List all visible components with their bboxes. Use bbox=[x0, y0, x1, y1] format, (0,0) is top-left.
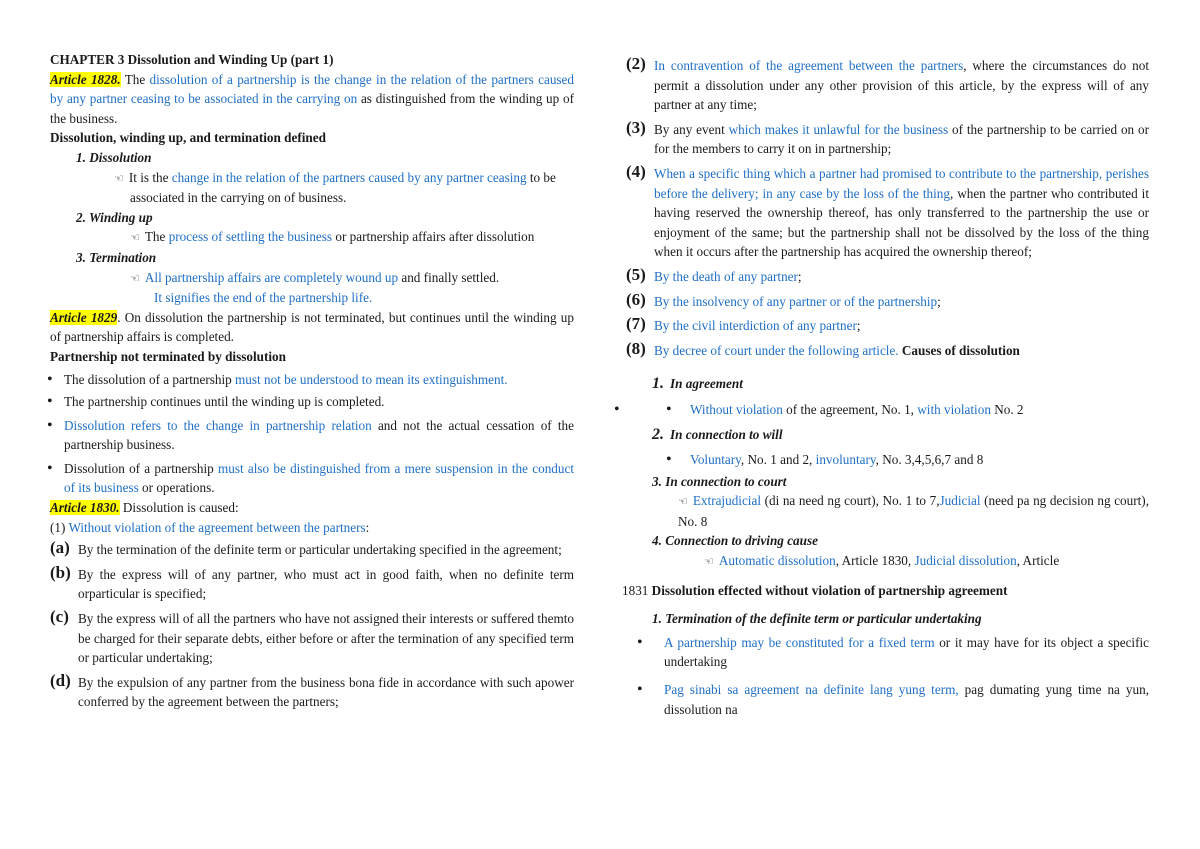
highlight-text: Pag sinabi sa agreement na definite lang yung term, bbox=[664, 682, 959, 698]
text: and finally settled. bbox=[398, 269, 500, 285]
item-number: (5) bbox=[626, 264, 646, 284]
highlight-text: By decree of court under the following article. bbox=[654, 342, 899, 358]
section-heading: Causes of dissolution bbox=[898, 342, 1020, 358]
article-1830 bbox=[50, 498, 574, 518]
def-termination-note: It signifies the end of the partnership life. bbox=[154, 290, 373, 306]
item-number: (a) bbox=[50, 538, 70, 558]
bullet-item bbox=[50, 459, 574, 498]
highlight-text: Voluntary bbox=[690, 452, 741, 468]
article-1828 bbox=[50, 70, 574, 129]
text: (need pa ng decision ng court), No. 8 bbox=[678, 493, 1149, 529]
text: ; bbox=[937, 293, 941, 309]
text: ; bbox=[797, 268, 802, 284]
def-termination-title: 3. Termination bbox=[76, 249, 157, 265]
text: No. 2 bbox=[990, 401, 1024, 417]
text: , where the circumstances do not permit a dissolution under any other provision of this article, by the express will of any partner at any time; bbox=[654, 58, 1149, 113]
highlight-text: process of settling the business bbox=[168, 229, 333, 245]
kind-1-item bbox=[626, 400, 1149, 420]
item-number: (3) bbox=[626, 117, 646, 137]
text: Dissolution of a partnership bbox=[64, 460, 218, 476]
cause-1c bbox=[50, 609, 574, 668]
highlight-text: which makes it unlawful for the business bbox=[728, 121, 949, 137]
highlight-text: Judicial dissolution bbox=[914, 553, 1017, 569]
text: , No. 3,4,5,6,7 and 8 bbox=[875, 452, 984, 468]
text: The bbox=[120, 71, 150, 87]
bullet-item bbox=[50, 370, 574, 390]
kind-3-title: 3. In connection to court bbox=[652, 473, 787, 489]
item-number: 2. bbox=[652, 425, 664, 443]
kind-3-item bbox=[626, 491, 1149, 531]
highlight-text: When a specific thing which a partner had promised to contribute to the partnership, perishes before the delivery; in any case by the loss of the thing bbox=[654, 165, 1149, 201]
text: or it may have for its object a specific undertaking bbox=[664, 634, 1149, 670]
text: By the express will of all the partners who have not assigned their interests or suffered themto be charged for their separate debts, either before or after the termination of any specified term or particular undertaking; bbox=[78, 611, 574, 666]
cause-7 bbox=[626, 316, 1149, 336]
text: (di na need ng court), No. 1 to 7, bbox=[760, 493, 940, 509]
article-1830-label: Article 1830. bbox=[50, 500, 120, 516]
text: In connection to will bbox=[670, 426, 783, 442]
text: pag dumating yung time na yun, dissolution na bbox=[664, 682, 1149, 717]
text: of the agreement, No. 1, bbox=[782, 401, 918, 417]
chapter-title: CHAPTER 3 Dissolution and Winding Up (part 1) bbox=[50, 52, 334, 67]
item-number: 1. bbox=[652, 375, 664, 393]
text: , No. 1 and 2, bbox=[740, 452, 816, 468]
text: : bbox=[365, 519, 370, 535]
right-column bbox=[622, 54, 1149, 719]
item-number: (6) bbox=[626, 289, 646, 309]
text: It is the bbox=[128, 169, 172, 185]
item-number: (c) bbox=[50, 607, 69, 627]
cause-1a bbox=[50, 540, 574, 560]
bullet-item bbox=[50, 416, 574, 455]
cause-1d bbox=[50, 670, 574, 712]
cause-8 bbox=[626, 338, 1149, 361]
highlight-text: change in the relation of the partners caused by any partner ceasing bbox=[171, 169, 527, 185]
text: or operations. bbox=[138, 480, 215, 496]
highlight-text: By the insolvency of any partner or of the partnership bbox=[654, 293, 938, 309]
text: The dissolution of a partnership bbox=[64, 371, 236, 387]
highlight-text: All partnership affairs are completely wound up bbox=[144, 269, 399, 285]
termination-item bbox=[626, 633, 1149, 672]
kind-4-item bbox=[626, 551, 1149, 572]
bullet-icon: • bbox=[666, 451, 672, 469]
kind-2-item bbox=[626, 450, 1149, 470]
item-number: (7) bbox=[626, 314, 646, 334]
highlight-text: involuntary bbox=[815, 452, 876, 468]
text: . On dissolution the partnership is not terminated, but continues until the winding up of partnership affairs is completed. bbox=[50, 309, 574, 345]
cause-5 bbox=[626, 264, 1149, 287]
text: as distinguished from the winding up of the business. bbox=[50, 91, 574, 126]
not-terminated-heading: Partnership not terminated by dissolution bbox=[50, 348, 286, 364]
highlight-text: Without violation bbox=[690, 401, 783, 417]
def-dissolution-title: 1. Dissolution bbox=[76, 149, 152, 165]
highlight-text: By the civil interdiction of any partner bbox=[654, 318, 857, 334]
article-1829-label: Article 1829 bbox=[50, 309, 118, 325]
termination-title: 1. Termination of the definite term or particular undertaking bbox=[652, 611, 982, 627]
pointing-hand-icon: ☜ bbox=[704, 555, 714, 569]
text: In agreement bbox=[670, 376, 743, 392]
text: , Article 1830, bbox=[835, 553, 915, 569]
text: By the termination of the definite term or particular undertaking specified in the agreement; bbox=[78, 542, 562, 558]
highlight-text: A partnership may be constituted for a fixed term bbox=[664, 634, 935, 650]
text: , when the partner who contributed it having reserved the ownership thereof, has only transferred to the partnership the use or enjoyment of the same; but the partnership shall not be dissolved by the loss of the thing when it occurs after the partnership has acquired the ownership thereof; bbox=[654, 185, 1149, 260]
pointing-hand-icon: ☜ bbox=[678, 495, 688, 509]
item-number: (8) bbox=[626, 338, 646, 358]
article-1831-heading bbox=[622, 581, 1149, 601]
text: ; bbox=[856, 318, 861, 334]
highlight-text: By the death of any partner bbox=[654, 268, 798, 284]
item-number: (d) bbox=[50, 670, 71, 690]
highlight-text: Judicial bbox=[939, 493, 981, 509]
pointing-hand-icon: ☜ bbox=[130, 231, 140, 245]
highlight-text: dissolution of a partnership is the change in the relation of the partners caused by any partner ceasing to be associated in the carrying on bbox=[50, 71, 575, 107]
def-winding-up-text bbox=[50, 227, 574, 248]
termination-item bbox=[626, 680, 1149, 719]
bullet-item: • The partnership continues until the winding up is completed. bbox=[50, 392, 574, 412]
def-dissolution-text bbox=[50, 168, 574, 208]
item-number: (4) bbox=[626, 161, 646, 181]
text: (1) bbox=[50, 519, 69, 535]
bullet-icon: • bbox=[637, 633, 643, 651]
highlight-text: Extrajudicial bbox=[692, 493, 761, 509]
bullet-icon: • bbox=[637, 681, 643, 699]
pointing-hand-icon: ☜ bbox=[114, 171, 124, 185]
article-1828-label: Article 1828. bbox=[50, 71, 121, 87]
def-winding-up-title: 2. Winding up bbox=[76, 209, 153, 225]
text: By any event bbox=[654, 121, 729, 137]
kind-1-title bbox=[626, 374, 1149, 394]
text: of the partnership to be carried on or for the members to carry it on in partnership; bbox=[654, 121, 1149, 157]
highlight-text: must also be distinguished from a mere suspension in the conduct of its business bbox=[64, 460, 574, 496]
cause-6 bbox=[626, 289, 1149, 312]
text: and not the actual cessation of the partnership business. bbox=[64, 417, 575, 453]
highlight-text: Without violation of the agreement between the partners bbox=[68, 519, 366, 535]
article-1829 bbox=[50, 308, 574, 347]
definitions-heading: Dissolution, winding up, and termination defined bbox=[50, 130, 326, 146]
kind-4-title: 4. Connection to driving cause bbox=[652, 533, 818, 549]
cause-1 bbox=[50, 518, 574, 538]
highlight-text: must not be understood to mean its extinguishment. bbox=[235, 371, 508, 387]
text: or partnership affairs after dissolution bbox=[332, 229, 535, 245]
text: By the expulsion of any partner from the business bona fide in accordance with such apower conferred by the agreement between the partners; bbox=[78, 674, 574, 710]
item-number: (2) bbox=[626, 54, 646, 73]
cause-3 bbox=[626, 117, 1149, 159]
bullet-icon: • • bbox=[666, 400, 672, 418]
kind-2-title bbox=[626, 425, 1149, 445]
text: 1831 bbox=[622, 582, 652, 598]
text: , Article bbox=[1016, 553, 1060, 569]
cause-1b bbox=[50, 562, 574, 604]
cause-4 bbox=[626, 161, 1149, 262]
text: By the express will of any partner, who must act in good faith, when no definite term orparticular is specified; bbox=[78, 566, 574, 602]
highlight-text: In contravention of the agreement between the partners bbox=[654, 58, 964, 73]
left-column bbox=[50, 50, 574, 712]
highlight-text: Automatic dissolution bbox=[718, 553, 836, 569]
section-heading: Dissolution effected without violation of partnership agreement bbox=[651, 582, 1008, 598]
highlight-text: with violation bbox=[917, 401, 991, 417]
pointing-hand-icon: ☜ bbox=[130, 271, 140, 285]
cause-2 bbox=[626, 56, 1149, 115]
text: to be associated in the carrying on of business. bbox=[130, 169, 556, 206]
highlight-text: Dissolution refers to the change in partnership relation bbox=[64, 417, 372, 433]
def-termination-text bbox=[50, 268, 574, 289]
item-number: (b) bbox=[50, 562, 71, 582]
text: Dissolution is caused: bbox=[119, 500, 239, 516]
text: The bbox=[144, 229, 169, 245]
